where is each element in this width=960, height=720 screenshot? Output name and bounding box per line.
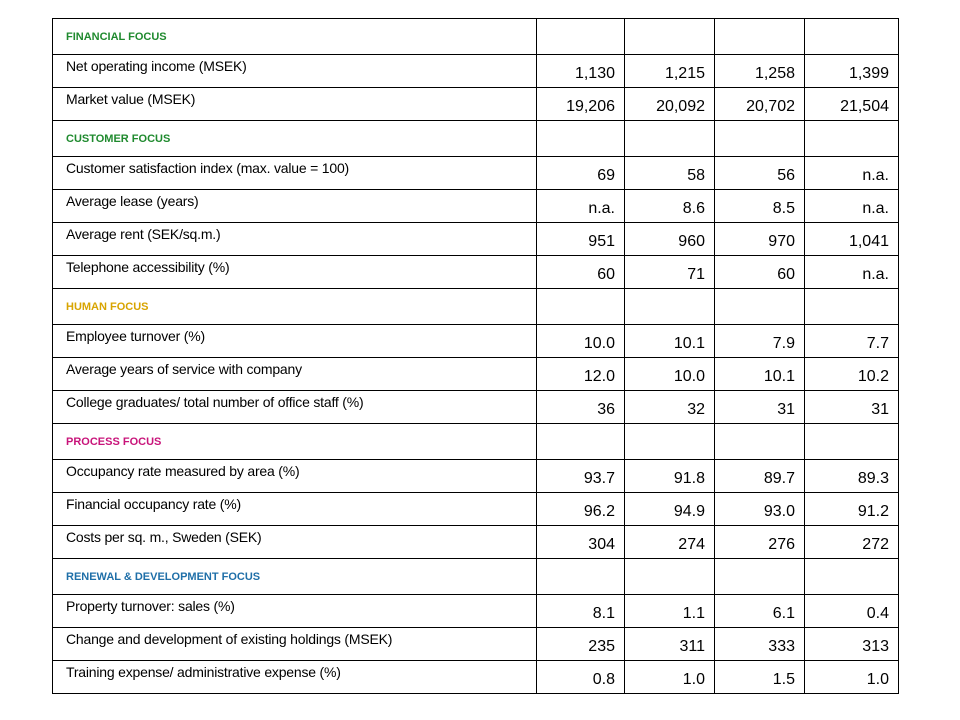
cell-value: 96.2 bbox=[537, 493, 625, 526]
cell-value: n.a. bbox=[537, 190, 625, 223]
cell-value: 21,504 bbox=[805, 88, 899, 121]
cell-value: 69 bbox=[537, 157, 625, 190]
table-row bbox=[53, 55, 899, 88]
cell-value: 8.6 bbox=[625, 190, 715, 223]
kpi-table bbox=[52, 18, 899, 694]
row-label: Market value (MSEK) bbox=[53, 88, 537, 121]
row-label: Occupancy rate measured by area (%) bbox=[53, 460, 537, 493]
cell-value: 10.0 bbox=[537, 325, 625, 358]
cell-value: 91.2 bbox=[805, 493, 899, 526]
table-row bbox=[53, 256, 899, 289]
cell-value: 36 bbox=[537, 391, 625, 424]
row-label: Telephone accessibility (%) bbox=[53, 256, 537, 289]
cell-value: 7.7 bbox=[805, 325, 899, 358]
section-title: PROCESS FOCUS bbox=[53, 424, 537, 460]
table-row bbox=[53, 661, 899, 694]
section-header-process bbox=[53, 424, 899, 460]
cell-value: 272 bbox=[805, 526, 899, 559]
row-label: Change and development of existing holdings (MSEK) bbox=[53, 628, 537, 661]
table-row bbox=[53, 460, 899, 493]
cell-value: 1,215 bbox=[625, 55, 715, 88]
section-title: CUSTOMER FOCUS bbox=[53, 121, 537, 157]
cell-value: 333 bbox=[715, 628, 805, 661]
table-row bbox=[53, 493, 899, 526]
cell-value: 31 bbox=[715, 391, 805, 424]
section-title: FINANCIAL FOCUS bbox=[53, 19, 537, 55]
table-row bbox=[53, 526, 899, 559]
cell-value: 0.8 bbox=[537, 661, 625, 694]
section-header-human bbox=[53, 289, 899, 325]
cell-value: 960 bbox=[625, 223, 715, 256]
cell-value: 235 bbox=[537, 628, 625, 661]
cell-value: 20,702 bbox=[715, 88, 805, 121]
table-row bbox=[53, 358, 899, 391]
row-label: Employee turnover (%) bbox=[53, 325, 537, 358]
cell-value: 89.7 bbox=[715, 460, 805, 493]
cell-value: 7.9 bbox=[715, 325, 805, 358]
section-header-customer bbox=[53, 121, 899, 157]
cell-value: 276 bbox=[715, 526, 805, 559]
cell-value: n.a. bbox=[805, 190, 899, 223]
row-label: Property turnover: sales (%) bbox=[53, 595, 537, 628]
cell-value: 56 bbox=[715, 157, 805, 190]
cell-value: 1,258 bbox=[715, 55, 805, 88]
cell-value: 60 bbox=[715, 256, 805, 289]
cell-value: 19,206 bbox=[537, 88, 625, 121]
row-label: Customer satisfaction index (max. value = 100) bbox=[53, 157, 537, 190]
cell-value: 8.5 bbox=[715, 190, 805, 223]
cell-value: 60 bbox=[537, 256, 625, 289]
cell-value: 304 bbox=[537, 526, 625, 559]
cell-value: 32 bbox=[625, 391, 715, 424]
cell-value: 1,399 bbox=[805, 55, 899, 88]
row-label: Net operating income (MSEK) bbox=[53, 55, 537, 88]
cell-value: 10.2 bbox=[805, 358, 899, 391]
cell-value: 311 bbox=[625, 628, 715, 661]
cell-value: 93.0 bbox=[715, 493, 805, 526]
section-title: RENEWAL & DEVELOPMENT FOCUS bbox=[53, 559, 537, 595]
cell-value: 1,041 bbox=[805, 223, 899, 256]
row-label: Average lease (years) bbox=[53, 190, 537, 223]
cell-value: 274 bbox=[625, 526, 715, 559]
cell-value: 10.1 bbox=[715, 358, 805, 391]
cell-value: 1,130 bbox=[537, 55, 625, 88]
table-row bbox=[53, 628, 899, 661]
cell-value: 12.0 bbox=[537, 358, 625, 391]
table-row bbox=[53, 391, 899, 424]
cell-value: 8.1 bbox=[537, 595, 625, 628]
table-row bbox=[53, 190, 899, 223]
cell-value: 1.1 bbox=[625, 595, 715, 628]
cell-value: 31 bbox=[805, 391, 899, 424]
section-header-renewal bbox=[53, 559, 899, 595]
section-title: HUMAN FOCUS bbox=[53, 289, 537, 325]
cell-value: 91.8 bbox=[625, 460, 715, 493]
cell-value: 970 bbox=[715, 223, 805, 256]
table-row bbox=[53, 595, 899, 628]
cell-value: 20,092 bbox=[625, 88, 715, 121]
cell-value: 89.3 bbox=[805, 460, 899, 493]
cell-value: 93.7 bbox=[537, 460, 625, 493]
table-row bbox=[53, 223, 899, 256]
cell-value: n.a. bbox=[805, 256, 899, 289]
row-label: Financial occupancy rate (%) bbox=[53, 493, 537, 526]
table-row bbox=[53, 157, 899, 190]
row-label: Costs per sq. m., Sweden (SEK) bbox=[53, 526, 537, 559]
row-label: Training expense/ administrative expense (%) bbox=[53, 661, 537, 694]
cell-value: 58 bbox=[625, 157, 715, 190]
cell-value: 71 bbox=[625, 256, 715, 289]
cell-value: 10.1 bbox=[625, 325, 715, 358]
row-label: Average years of service with company bbox=[53, 358, 537, 391]
cell-value: 1.5 bbox=[715, 661, 805, 694]
cell-value: 94.9 bbox=[625, 493, 715, 526]
row-label: College graduates/ total number of office staff (%) bbox=[53, 391, 537, 424]
cell-value: 313 bbox=[805, 628, 899, 661]
section-header-financial bbox=[53, 19, 899, 55]
cell-value: 951 bbox=[537, 223, 625, 256]
table-row bbox=[53, 325, 899, 358]
cell-value: 1.0 bbox=[805, 661, 899, 694]
cell-value: 1.0 bbox=[625, 661, 715, 694]
row-label: Average rent (SEK/sq.m.) bbox=[53, 223, 537, 256]
cell-value: n.a. bbox=[805, 157, 899, 190]
cell-value: 6.1 bbox=[715, 595, 805, 628]
cell-value: 0.4 bbox=[805, 595, 899, 628]
table-row bbox=[53, 88, 899, 121]
cell-value: 10.0 bbox=[625, 358, 715, 391]
